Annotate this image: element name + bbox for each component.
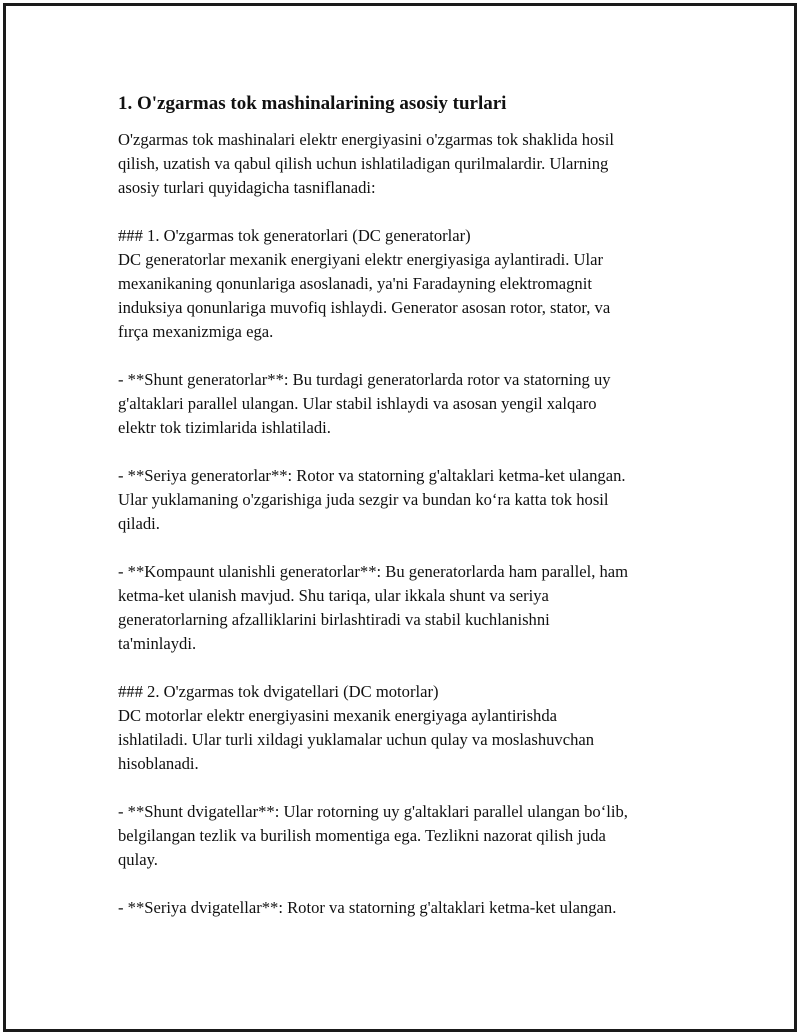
text-line: - **Seriya generatorlar**: Rotor va statorning g'altaklari ketma-ket ulangan. (118, 466, 626, 485)
text-line: qiladi. (118, 514, 160, 533)
text-line: qulay. (118, 850, 158, 869)
paragraph-dc-generators (118, 224, 708, 344)
text-line: elektr tok tizimlarida ishlatiladi. (118, 418, 331, 437)
text-line: O'zgarmas tok mashinalari elektr energiyasini o'zgarmas tok shaklida hosil (118, 130, 614, 149)
text-line: ta'minlaydi. (118, 634, 197, 653)
paragraph-dc-motors (118, 680, 708, 776)
text-line: Ular yuklamaning o'zgarishiga juda sezgir va bundan ko‘ra katta tok hosil (118, 490, 609, 509)
text-line: - **Shunt generatorlar**: Bu turdagi generatorlarda rotor va statorning uy (118, 370, 611, 389)
text-line: ketma-ket ulanish mavjud. Shu tariqa, ular ikkala shunt va seriya (118, 586, 549, 605)
document-body (118, 92, 708, 944)
text-line: hisoblanadi. (118, 754, 199, 773)
list-item-shunt-generators (118, 368, 708, 440)
text-line: - **Kompaunt ulanishli generatorlar**: Bu generatorlarda ham parallel, ham (118, 562, 629, 581)
text-line: qilish, uzatish va qabul qilish uchun ishlatiladigan qurilmalardir. Ularning (118, 154, 609, 173)
text-line: belgilangan tezlik va burilish momentiga ega. Tezlikni nazorat qilish juda (118, 826, 606, 845)
text-line: fırça mexanizmiga ega. (118, 322, 274, 341)
list-item-series-generators (118, 464, 708, 536)
text-line: DC generatorlar mexanik energiyani elektr energiyasiga aylantiradi. Ular (118, 250, 604, 269)
text-line: DC motorlar elektr energiyasini mexanik energiyaga aylantirishda (118, 706, 557, 725)
section-heading: ### 1. O'zgarmas tok generatorlari (DC generatorlar) (118, 226, 471, 245)
text-line: g'altaklari parallel ulangan. Ular stabil ishlaydi va asosan yengil xalqaro (118, 394, 597, 413)
text-line: generatorlarning afzalliklarini birlashtiradi va stabil kuchlanishni (118, 610, 550, 629)
text-line: induksiya qonunlariga muvofiq ishlaydi. Generator asosan rotor, stator, va (118, 298, 611, 317)
list-item-shunt-motors (118, 800, 708, 872)
text-line: - **Shunt dvigatellar**: Ular rotorning uy g'altaklari parallel ulangan bo‘lib, (118, 802, 628, 821)
list-item-series-motors (118, 896, 708, 920)
paragraph-intro (118, 128, 708, 200)
text-line: mexanikaning qonunlariga asoslanadi, ya'ni Faradayning elektromagnit (118, 274, 592, 293)
list-item-compound-generators (118, 560, 708, 656)
document-title: 1. O'zgarmas tok mashinalarining asosiy turlari (118, 93, 507, 114)
text-line: - **Seriya dvigatellar**: Rotor va statorning g'altaklari ketma-ket ulangan. (118, 898, 617, 917)
section-heading: ### 2. O'zgarmas tok dvigatellari (DC motorlar) (118, 682, 439, 701)
text-line: ishlatiladi. Ular turli xildagi yuklamalar uchun qulay va moslashuvchan (118, 730, 595, 749)
text-line: asosiy turlari quyidagicha tasniflanadi: (118, 178, 376, 197)
